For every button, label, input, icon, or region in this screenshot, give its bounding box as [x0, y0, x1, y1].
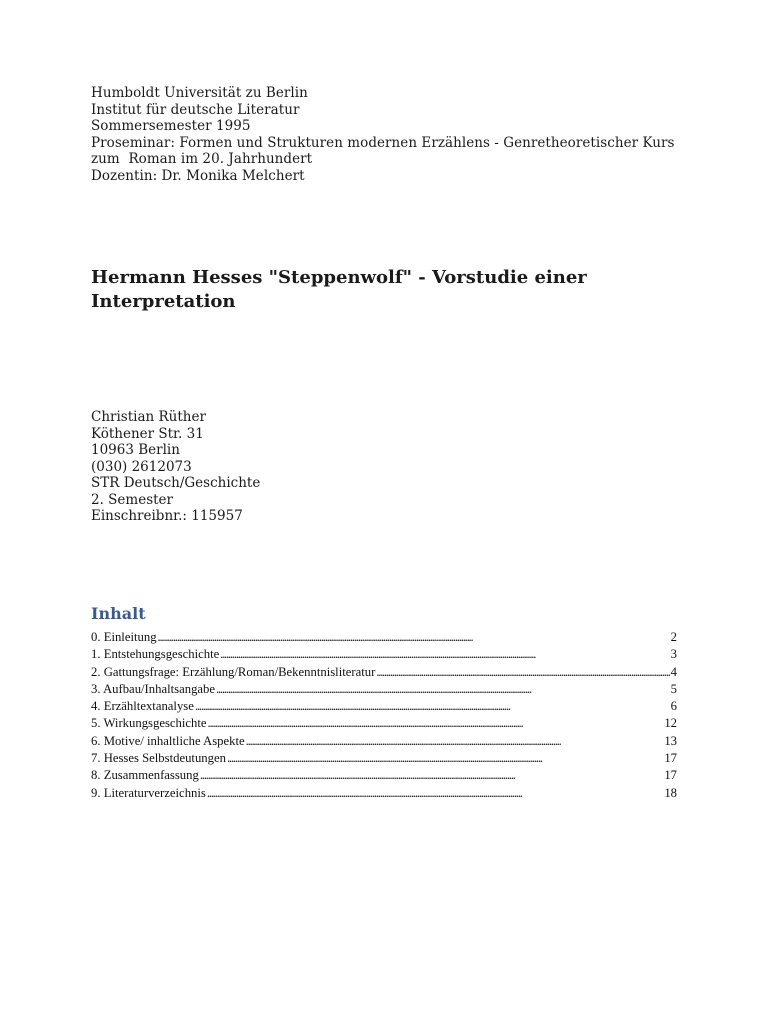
toc-page-number: 6 [670, 699, 677, 714]
toc-page-number: 17 [664, 768, 677, 783]
toc-heading: Inhalt [91, 604, 146, 623]
toc-entry-aufbau[interactable] [91, 681, 677, 698]
toc-entry-gattungsfrage[interactable] [91, 664, 677, 681]
toc-entry-erzaehltextanalyse[interactable] [91, 698, 677, 715]
toc-page-number: 4 [670, 664, 677, 679]
university-line: Humboldt Universität zu Berlin [91, 85, 308, 101]
toc-entry-title: 8. Zusammenfassung [91, 768, 199, 783]
toc-dot-leader [207, 785, 663, 802]
toc-entry-title: 5. Wirkungsgeschichte [91, 716, 207, 731]
semester-line: Sommersemester 1995 [91, 118, 251, 134]
toc-entry-zusammenfassung[interactable] [91, 767, 677, 784]
toc-entry-title: 7. Hesses Selbstdeutungen [91, 751, 226, 766]
toc-page-number: 12 [664, 716, 677, 731]
toc-entry-title: 6. Motive/ inhaltliche Aspekte [91, 733, 245, 748]
toc-entry-einleitung[interactable] [91, 629, 677, 646]
toc-entry-title: 9. Literaturverzeichnis [91, 785, 206, 800]
author-info [91, 409, 391, 525]
title-line-1: Hermann Hesses "Steppenwolf" - Vorstudie einer [91, 267, 587, 288]
document-title [91, 266, 691, 314]
toc-entry-title: 1. Entstehungsgeschichte [91, 647, 220, 662]
toc-dot-leader [227, 750, 663, 767]
toc-dot-leader [220, 646, 669, 663]
author-city: 10963 Berlin [91, 442, 180, 458]
toc-page-number: 18 [664, 785, 677, 800]
institution-header [91, 85, 691, 184]
toc-page-number: 17 [664, 751, 677, 766]
toc-entry-wirkungsgeschichte[interactable] [91, 715, 677, 732]
toc-dot-leader [195, 698, 670, 715]
toc-entry-title: 3. Aufbau/Inhaltsangabe [91, 681, 216, 696]
author-semester: 2. Semester [91, 491, 173, 508]
author-phone: (030) 2612073 [91, 458, 192, 475]
toc-entry-motive[interactable] [91, 733, 677, 750]
toc-dot-leader [216, 681, 670, 698]
toc-entry-title: 4. Erzähltextanalyse [91, 699, 194, 714]
seminar-line: Proseminar: Formen und Strukturen modernen Erzählens - Genretheoretischer Kurs [91, 134, 675, 151]
toc-page-number: 13 [664, 733, 677, 748]
toc-dot-leader [208, 715, 664, 732]
toc-page-number: 3 [670, 647, 677, 662]
title-line-2: Interpretation [91, 291, 236, 312]
toc-entry-literaturverzeichnis[interactable] [91, 785, 677, 802]
author-subjects: STR Deutsch/Geschichte [91, 475, 261, 491]
author-street: Köthener Str. 31 [91, 425, 204, 442]
toc-entry-entstehungsgeschichte[interactable] [91, 646, 677, 663]
toc-dot-leader [158, 629, 670, 646]
toc-entry-title: 0. Einleitung [91, 630, 157, 644]
table-of-contents [91, 629, 677, 802]
author-name: Christian Rüther [91, 409, 206, 425]
toc-entry-selbstdeutungen[interactable] [91, 750, 677, 767]
toc-dot-leader [200, 767, 663, 784]
toc-dot-leader [376, 664, 669, 681]
toc-entry-title: 2. Gattungsfrage: Erzählung/Roman/Bekenntnisliteratur [91, 664, 376, 679]
toc-page-number: 2 [670, 630, 677, 644]
toc-dot-leader [246, 733, 664, 750]
author-enrollment-number: Einschreibnr.: 115957 [91, 508, 243, 524]
lecturer-line: Dozentin: Dr. Monika Melchert [91, 167, 305, 184]
institute-line: Institut für deutsche Literatur [91, 101, 300, 118]
toc-page-number: 5 [670, 681, 677, 696]
seminar-line-continued: zum Roman im 20. Jahrhundert [91, 151, 313, 167]
